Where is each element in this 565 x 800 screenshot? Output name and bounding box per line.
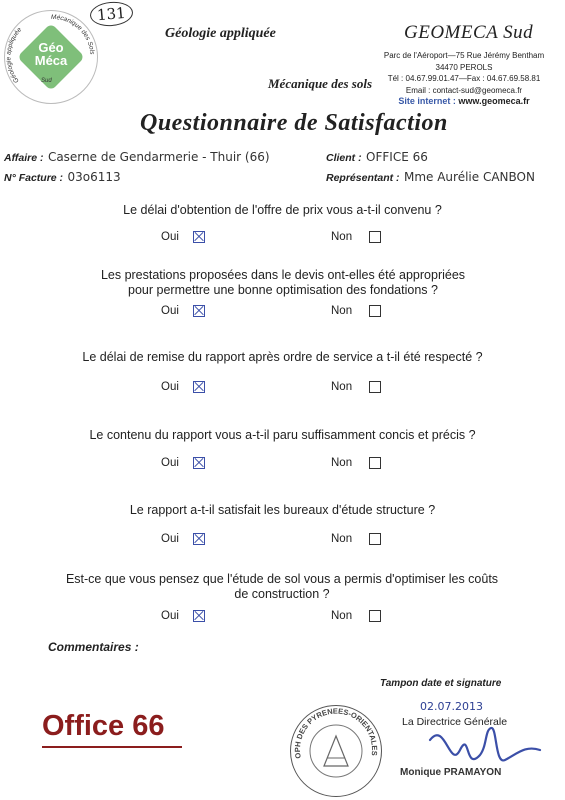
logo-line1: Géo (38, 40, 64, 55)
handwritten-signature-icon (425, 710, 545, 775)
q6-yes-label: Oui (161, 610, 179, 622)
affaire-field (4, 148, 270, 166)
affaire-label: Affaire : (4, 152, 44, 164)
facture-value: 03o6113 (67, 170, 121, 184)
facture-field (4, 168, 121, 186)
logo-ring-left: Géologie appliquée (5, 26, 24, 85)
q2-no-label: Non (331, 305, 353, 317)
q4-yes-label: Oui (161, 457, 179, 469)
office-stamp: Office 66 (42, 710, 165, 742)
document-number: 131 (89, 0, 134, 28)
facture-label: N° Facture : (4, 172, 64, 184)
question-5: Le rapport a-t-il satisfait les bureaux d'étude structure ? (129, 503, 436, 517)
client-label: Client : (326, 152, 362, 164)
q2-yes-label: Oui (161, 305, 179, 317)
subtitle-mechanics: Mécanique des sols (268, 76, 372, 91)
representant-field (326, 168, 535, 186)
q5-yes-label: Oui (161, 533, 179, 545)
q6-yes-checkbox[interactable] (193, 610, 205, 622)
question-2: Les prestations proposées dans le devis ont-elles été appropriées pour permettre une bonne optimisation des fondations ? (100, 268, 466, 297)
q5-no-checkbox[interactable] (369, 533, 381, 545)
question-1: Le délai d'obtention de l'offre de prix vous a-t-il convenu ? (123, 203, 442, 217)
q1-yes-label: Oui (161, 231, 179, 243)
comments-label: Commentaires : (48, 640, 139, 654)
q4-no-checkbox[interactable] (369, 457, 381, 469)
affaire-value: Caserne de Gendarmerie - Thuir (66) (47, 150, 270, 164)
q5-no-label: Non (331, 533, 353, 545)
q1-no-checkbox[interactable] (369, 231, 381, 243)
office-stamp-underline (42, 746, 182, 748)
client-field (326, 148, 428, 166)
page-title: Questionnaire de Satisfaction (140, 110, 448, 136)
q4-no-label: Non (331, 457, 353, 469)
company-name: GEOMECA Sud (404, 22, 534, 43)
representant-label: Représentant : (326, 172, 400, 184)
address-line2: 34470 PEROLS (435, 62, 493, 72)
email: Email : contact-sud@geomeca.fr (405, 85, 523, 95)
website (363, 96, 565, 108)
company-address (363, 50, 565, 108)
website-value: www.geomeca.fr (458, 96, 530, 106)
question-4: Le contenu du rapport vous a-t-il paru suffisamment concis et précis ? (89, 428, 476, 442)
question-3: Le délai de remise du rapport après ordre de service a t-il été respecté ? (82, 350, 483, 364)
tampon-label: Tampon date et signature (380, 678, 502, 689)
signature-date: 02.07.2013 (420, 700, 483, 713)
logo-line2: Méca (34, 53, 68, 68)
stamp-emblem-icon (324, 736, 348, 766)
phone-fax: Tél : 04.67.99.01.47—Fax : 04.67.69.58.81 (387, 74, 541, 83)
q3-yes-label: Oui (161, 381, 179, 393)
subtitle-geology: Géologie appliquée (165, 26, 276, 41)
website-label: Site internet : (398, 96, 456, 106)
round-stamp-svg (291, 706, 381, 796)
logo-sub: Sud (41, 78, 52, 84)
q3-no-label: Non (331, 381, 353, 393)
logo-ring (5, 11, 97, 103)
q5-yes-checkbox[interactable] (193, 533, 205, 545)
q6-no-label: Non (331, 610, 353, 622)
signer-name: Monique PRAMAYON (400, 767, 502, 778)
round-stamp (290, 705, 382, 797)
svg-text:Géologie appliquée (5, 26, 23, 84)
representant-value: Mme Aurélie CANBON (403, 170, 535, 184)
q6-no-checkbox[interactable] (369, 610, 381, 622)
q1-no-label: Non (331, 231, 353, 243)
logo-ring-right: Mécanique des Sols (50, 13, 96, 55)
round-stamp-text: OPH DES PYRENEES-ORIENTALES (292, 706, 380, 760)
q3-no-checkbox[interactable] (369, 381, 381, 393)
q2-no-checkbox[interactable] (369, 305, 381, 317)
q2-yes-checkbox[interactable] (193, 305, 205, 317)
client-value: OFFICE 66 (366, 150, 428, 164)
q4-yes-checkbox[interactable] (193, 457, 205, 469)
signer-title: La Directrice Générale (402, 716, 508, 728)
question-6: Est-ce que vous pensez que l'étude de sol vous a permis d'optimiser les coûts de construction ? (65, 572, 499, 601)
company-logo (4, 10, 98, 104)
q3-yes-checkbox[interactable] (193, 381, 205, 393)
q1-yes-checkbox[interactable] (193, 231, 205, 243)
address-line1: Parc de l'Aéroport—75 Rue Jérémy Bentham (383, 51, 545, 60)
svg-text:OPH DES PYRENEES-ORIENTALES (293, 707, 379, 760)
svg-text:Mécanique des Sols (51, 14, 96, 56)
